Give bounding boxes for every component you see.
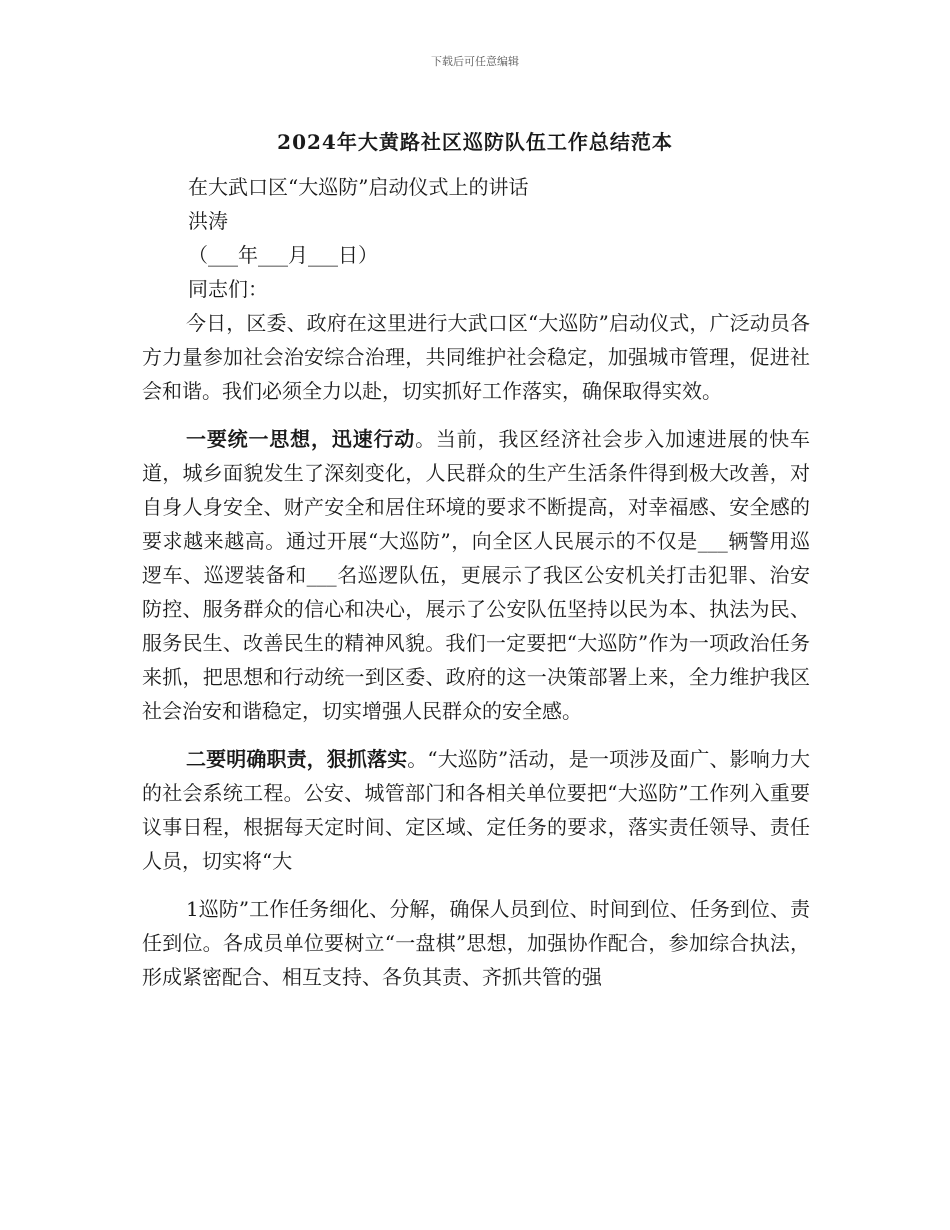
page-header-note: 下载后可任意编辑 [431,55,519,68]
body-paragraph [142,422,810,728]
body-paragraph [142,892,810,994]
paragraph-text: 今日，区委、政府在这里进行大武口区“大巡防”启动仪式，广泛动员各方力量参加社会治安综合治理，共同维护社会稳定，加强城市管理，促进社会和谐。我们必须全力以赴，切实抓好工作落实，确保取得实效。 [142,311,810,403]
speaker-name-line: 洪涛 [188,209,228,233]
paragraph-text: 。“大巡防”活动，是一项涉及面广、影响力大的社会系统工程。公安、城管部门和各相关单位要把“大巡防”工作列入重要议事日程，根据每天定时间、定区域、定任务的要求，落实责任领导、责任人员，切实将“大 [142,747,811,873]
body-paragraph [142,742,810,878]
paragraph-text: 。当前，我区经济社会步入加速进展的快车道，城乡面貌发生了深刻变化，人民群众的生产生活条件得到极大改善，对自身人身安全、财产安全和居住环境的要求不断提高，对幸福感、安全感的要求越来越高。通过开展“大巡防”，向全区人民展示的不仅是___辆警用巡逻车、巡逻装备和___名巡逻队伍，更展示了我区公安机关打击犯罪、治安防控、服务群众的信心和决心，展示了公安队伍坚持以民为本、执法为民、服务民生、改善民生的精神风貌。我们一定要把“大巡防”作为一项政治任务来抓，把思想和行动统一到区委、政府的这一决策部署上来，全力维护我区社会治安和谐稳定，切实增强人民群众的安全感。 [142,427,811,723]
paragraph-lead: 二要明确职责，狠抓落实 [186,747,408,771]
document-title: 2024年大黄路社区巡防队伍工作总结范本 [277,130,673,154]
paragraph-lead: 一要统一思想，迅速行动 [186,427,416,451]
body-paragraph [142,306,810,408]
paragraph-text: 1巡防”工作任务细化、分解，确保人员到位、时间到位、任务到位、责任到位。各成员单位要树立“一盘棋”思想，加强协作配合，参加综合执法，形成紧密配合、相互支持、各负其责、齐抓共管的强 [142,897,810,989]
date-line: （___年___月___日） [188,243,378,267]
speech-title-line: 在大武口区“大巡防”启动仪式上的讲话 [188,175,529,199]
document-body [142,170,810,994]
salutation-line: 同志们： [188,277,268,301]
